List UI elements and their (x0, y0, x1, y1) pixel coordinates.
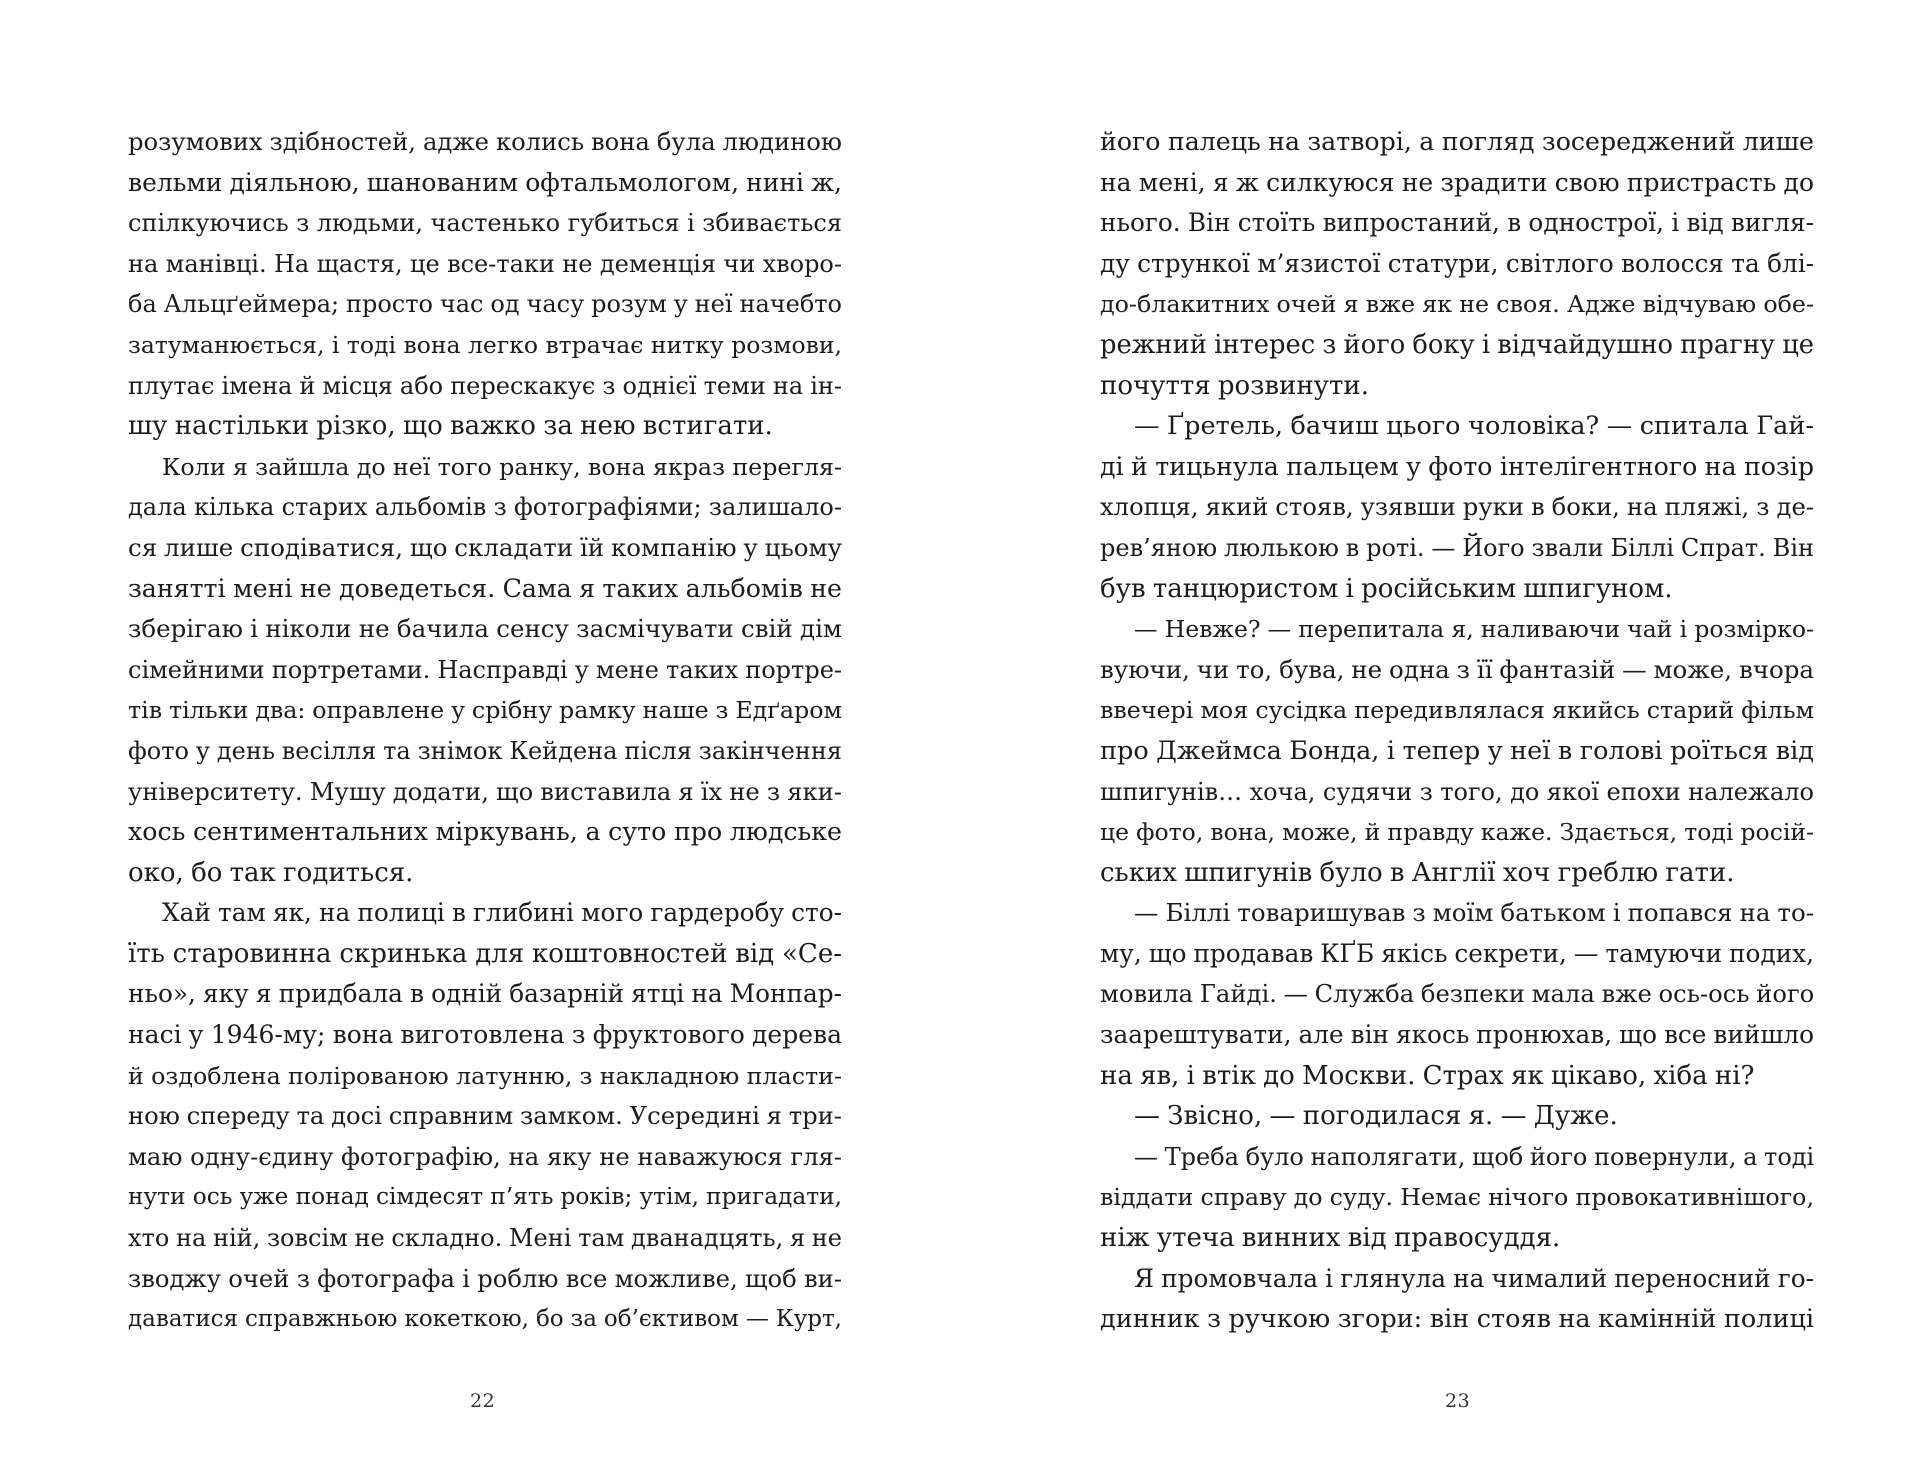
text-line: занятті мені не доведеться. Сама я таких альбомів не (128, 573, 842, 603)
text-line: ду стрункої м’язистої статури, світлого волосся та блі- (1100, 248, 1814, 278)
text-line: почуття розвинути. (1100, 370, 1369, 401)
text-line: на мені, я ж силкуюся не зрадити свою пристрасть до (1100, 167, 1814, 197)
page-number: 22 (470, 1390, 496, 1412)
text-line: дала кілька старих альбомів з фотографіями; залишало- (128, 493, 842, 522)
text-line: насі у 1946-му; вона виготовлена з фруктового дерева (128, 1020, 842, 1050)
text-line: був танцюристом і російським шпигуном. (1100, 573, 1673, 604)
text-line: — Біллі товаришував з моїм батьком і попався на то- (1134, 898, 1814, 928)
text-line: рев’яною люлькою в роті. — Його звали Біллі Спрат. Він (1100, 533, 1814, 562)
text-line: шу настільки різко, що важко за нею встигати. (128, 411, 773, 442)
text-line: — Звісно, — погодилася я. — Дуже. (1134, 1101, 1618, 1132)
page-number: 23 (1445, 1390, 1471, 1412)
text-line: нього. Він стоїть випростаний, в однострої, і від вигля- (1100, 208, 1814, 238)
text-line: Коли я зайшла до неї того ранку, вона якраз перегля- (162, 452, 842, 481)
text-line: це фото, вона, може, й правду каже. Здається, тоді росій- (1100, 818, 1814, 847)
text-line: затуманюється, і тоді вона легко втрачає нитку розмови, (128, 330, 842, 359)
text-line: ввечері моя сусідка передивлялася якийсь старий фільм (1100, 696, 1814, 725)
text-line: ських шпигунів було в Англії хоч греблю гати. (1100, 857, 1735, 888)
text-line: даватися справжньою кокеткою, бо за об’єктивом — Курт, (128, 1306, 842, 1333)
text-line: до-блакитних очей я вже як не своя. Адже відчуваю обе- (1100, 290, 1814, 319)
text-line: тів тільки два: оправлене у срібну рамку наше з Едґаром (128, 696, 842, 725)
text-line: спілкуючись з людьми, частенько губиться і збивається (128, 209, 842, 238)
text-line: про Джеймса Бонда, і тепер у неї в голові роїться від (1100, 735, 1814, 766)
text-line: хто на ній, зовсім не складно. Мені там дванадцять, я не (128, 1224, 842, 1253)
text-line: му, що продавав КҐБ якісь секрети, — тамуючи подих, (1100, 938, 1814, 968)
text-line: хлопця, який стояв, узявши руки в боки, на пляжі, з де- (1100, 492, 1814, 522)
text-line: й оздоблена полірованою латунню, з накладною пласти- (128, 1061, 842, 1090)
text-line: ді й тицьнула пальцем у фото інтелігентного на позір (1100, 451, 1814, 481)
text-line: режний інтерес з його боку і відчайдушно прагну це (1100, 329, 1814, 360)
text-line: мовила Гайді. — Служба безпеки мала вже ось-ось його (1100, 979, 1815, 1009)
text-line: вуючи, чи то, бува, не одна з її фантазій — може, вчора (1100, 654, 1814, 684)
text-line: на манівці. На щастя, це все-таки не деменція чи хворо- (128, 249, 842, 278)
text-line: динник з ручкою згори: він стояв на камінній полиці (1100, 1304, 1814, 1335)
text-line: університету. Мушу додати, що виставила я їх не з яки- (128, 776, 842, 806)
text-line: фото у день весілля та знімок Кейдена після закінчення (128, 736, 842, 765)
text-line: ною спереду та досі справним замком. Усередині я три- (128, 1101, 842, 1131)
text-line: Хай там як, на полиці в глибині мого гардеробу сто- (162, 898, 842, 928)
right-page (960, 0, 1920, 1474)
right-page-text (1100, 122, 1814, 1340)
text-line: зберігаю і ніколи не бачила сенсу засмічувати свій дім (128, 614, 842, 644)
text-line: шпигунів… хоча, судячи з того, до якої епохи належало (1100, 777, 1814, 806)
text-line: око, бо так годиться. (128, 857, 414, 888)
text-line: ба Альцґеймера; просто час од часу розум у неї начебто (128, 290, 842, 319)
text-line: хось сентиментальних міркувань, а суто про людське (128, 817, 842, 847)
text-line: Я промовчала і глянула на чималий переносний го- (1134, 1263, 1814, 1293)
text-line: вельми діяльною, шанованим офтальмологом, нині ж, (128, 167, 842, 197)
text-line: заарештувати, але він якось пронюхав, що все вийшло (1100, 1020, 1814, 1050)
text-line: сімейними портретами. Насправді у мене таких портре- (128, 655, 842, 684)
text-line: зводжу очей з фотографа і роблю все можливе, щоб ви- (128, 1263, 842, 1293)
left-page-text (128, 122, 842, 1340)
text-line: їть старовинна скринька для коштовностей від «Се- (128, 938, 842, 969)
text-line: нути ось уже понад сімдесят п’ять років; утім, пригадати, (128, 1183, 842, 1211)
text-line: — Ґретель, бачиш цього чоловіка? — спитала Гай- (1134, 411, 1814, 442)
text-line: розумових здібностей, адже колись вона була людиною (128, 127, 842, 156)
text-line: — Невже? — перепитала я, наливаючи чай і розмірко- (1134, 615, 1814, 644)
text-line: ньо», яку я придбала в одній базарній ятці на Монпар- (128, 979, 842, 1009)
text-line: ся лише сподіватися, що складати їй компанію у цьому (128, 532, 842, 562)
text-line: — Треба було наполягати, щоб його повернули, а тоді (1134, 1142, 1815, 1171)
text-line: маю одну-єдину фотографію, на яку не наважуюся гля- (128, 1141, 842, 1171)
text-line: віддати справу до суду. Немає нічого провокативнішого, (1100, 1183, 1814, 1212)
text-line: його палець на затворі, а погляд зосереджений лише (1100, 127, 1814, 156)
text-line: на яв, і втік до Москви. Страх як цікаво, хіба ні? (1100, 1060, 1755, 1091)
text-line: плутає імена й місця або перескакує з однієї теми на ін- (128, 371, 842, 400)
text-line: ніж утеча винних від правосуддя. (1100, 1223, 1561, 1254)
